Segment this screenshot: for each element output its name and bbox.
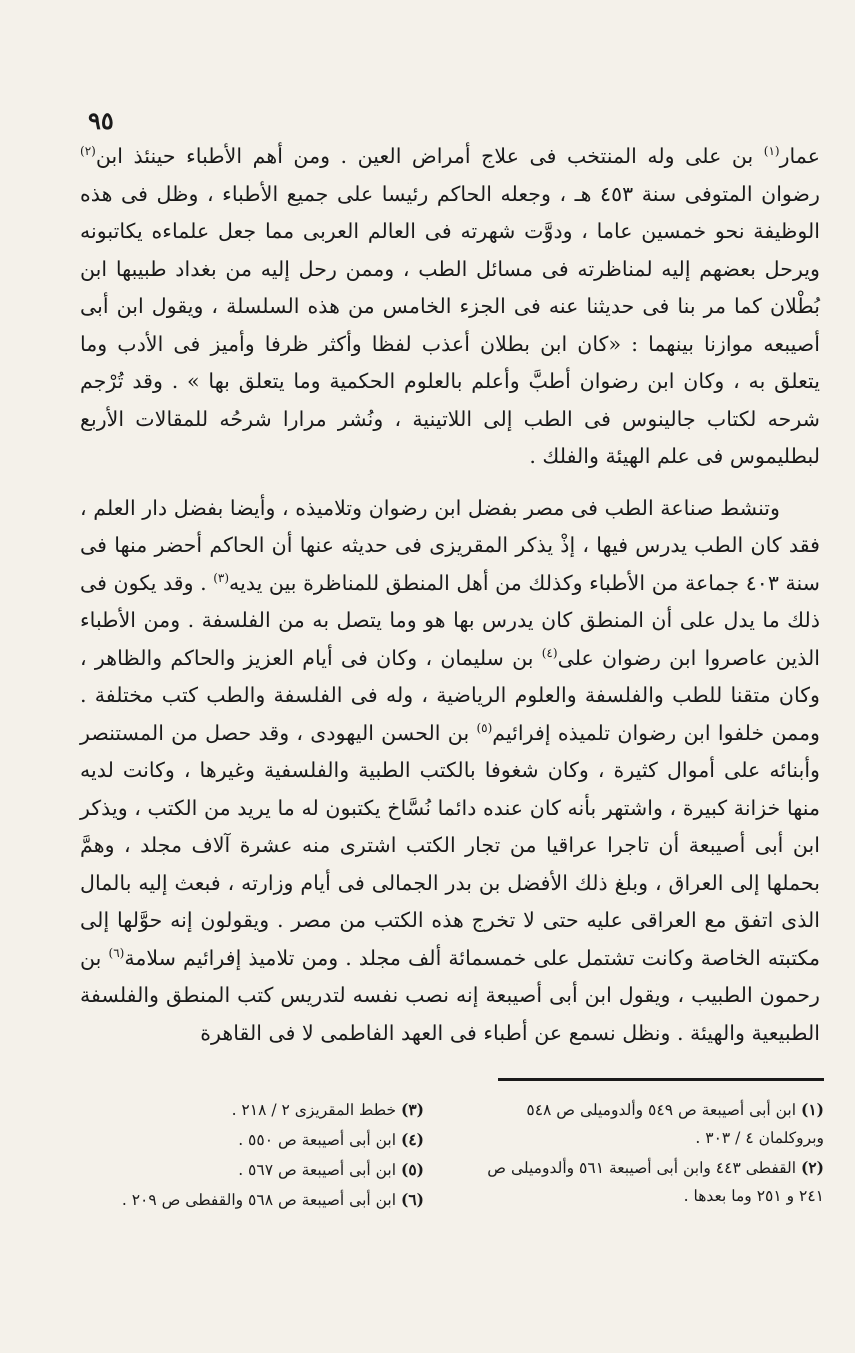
text-run: بن سليمان ، وكان فى أيام العزيز والحاكم والظاهر ، وكان متقنا للطب والفلسفة والعلوم الرياضية ، وله فى الفلسفة والطب كتب مختلفة . وممن خلفوا ابن رضوان تلميذه إفرائيم (80, 645, 821, 745)
footnote-ref-5: (٥) (476, 720, 493, 735)
footnote-1 (480, 1096, 824, 1152)
text-run: بن الحسن اليهودى ، وقد حصل من المستنصر وأبنائه على أموال كثيرة ، وكان شغوفا بالكتب الطبية والفلسفية وغيرها ، وكانت لديه منها خزانة كبيرة ، واشتهر بأنه كان عنده دائما نُسَّاخ يكتبون له ما يريد من الكتب ، ويذكر ابن أبى أصيبعة أن تاجرا عراقيا من تجار الكتب اشترى منه عشرة آلاف مجلد ، وهمَّ بحملها إلى العراق ، وبلغ ذلك الأفضل بن بدر الجمالى فى أيام وزارته ، فبعث إليه بالمال الذى اتفق مع العراقى عليه حتى لا تخرج هذه الكتب من مصر . ويقولون إنه حوَّلها إلى مكتبته الخاصة وكانت تشتمل على خمسمائة ألف مجلد . ومن تلاميذ إفرائيم سلامة (80, 720, 820, 970)
footnote-number: (٥) (400, 1160, 424, 1179)
body-text (80, 138, 820, 1052)
footnote-2 (480, 1154, 824, 1210)
footnote-text: خطط المقريزى ٢ / ٢١٨ . (231, 1101, 401, 1119)
text-run: رضوان المتوفى سنة ٤٥٣ هـ ، وجعله الحاكم رئيسا على جميع الأطباء ، وظل فى هذه الوظيفة نحو خمسين عاما ، ودوَّت شهرته فى العالم العربى مما جعل علماءه يكاتبونه ويرحل بعضهم إليه لمناظرته فى مسائل الطب ، وممن رحل إليه من بغداد طبيبها ابن بُطْلان كما مر بنا فى حديثنا عنه فى الجزء الخامس من هذه السلسلة ، ويقول ابن أبى أصيبعه موازنا بينهما : «كان ابن بطلان أعذب لفظا وأكثر ظرفا وأميز فى الأدب وما يتعلق به ، وكان ابن رضوان أطبَّ وأعلم بالعلوم الحكمية وما يتعلق بها » . وقد تُرْجم شرحه لكتاب جالينوس فى الطب إلى اللاتينية ، ونُشر مرارا شرحُه للمقالات الأربع لبطليموس فى علم الهيئة والفلك . (80, 181, 820, 468)
footnote-divider (498, 1078, 824, 1081)
paragraph-1 (80, 138, 820, 476)
text-run: . وقد يكون فى ذلك ما يدل على أن المنطق كان يدرس بها هو وما يتصل به من الفلسفة . ومن الأطباء الذين عاصروا ابن رضوان على (80, 570, 820, 670)
footnote-ref-4: (٤) (541, 645, 558, 660)
footnote-number: (٦) (400, 1190, 424, 1209)
text-run: وتنشط صناعة الطب فى مصر بفضل ابن رضوان وتلاميذه ، وأيضا بفضل دار العلم ، فقد كان الطب يدرس فيها ، إذْ يذكر المقريزى فى حديثه عنها أن الحاكم أحضر منها فى سنة ٤٠٣ جماعة من الأطباء وكذلك من أهل المنطق للمناظرة بين يديه (80, 495, 820, 595)
footnote-ref-1: (١) (763, 144, 780, 159)
footnote-ref-3: (٣) (213, 570, 230, 585)
footnote-ref-6: (٦) (108, 945, 125, 960)
footnote-4 (80, 1126, 424, 1154)
text-run: بن رحمون الطبيب ، ويقول ابن أبى أصيبعة إنه نصب نفسه لتدريس كتب المنطق والفلسفة الطبيعية والهيئة . ونظل نسمع عن أطباء فى العهد الفاطمى لا فى القاهرة (80, 945, 820, 1045)
footnote-text: ابن أبى أصيبعة ص ٥٦٨ والقفطى ص ٢٠٩ . (121, 1191, 401, 1209)
footnote-text: ابن أبى أصيبعة ص ٥٦٧ . (238, 1161, 401, 1179)
page-number: ٩٥ (88, 106, 114, 135)
text-run: عمار (779, 144, 820, 168)
footnote-number: (٣) (400, 1100, 424, 1119)
footnote-6 (80, 1186, 424, 1214)
text-run: بن على وله المنتخب فى علاج أمراض العين . ومن أهم الأطباء حينئذ ابن (95, 144, 764, 168)
footnote-text: القفطى ٤٤٣ وابن أبى أصيبعة ٥٦١ وألدوميلى ص ٢٤١ و ٢٥١ وما بعدها . (487, 1159, 824, 1205)
footnotes-right-column (480, 1096, 824, 1216)
footnote-number: (٢) (800, 1158, 824, 1177)
footnote-ref-2: (٢) (80, 144, 96, 159)
footnote-text: ابن أبى أصيبعة ص ٥٤٩ وألدوميلى ص ٥٤٨ وبروكلمان ٤ / ٣٠٣ . (526, 1101, 824, 1147)
footnote-5 (80, 1156, 424, 1184)
footnote-3 (80, 1096, 424, 1124)
footnotes (80, 1096, 824, 1216)
footnote-number: (٤) (400, 1130, 424, 1149)
paragraph-2 (80, 490, 820, 1053)
footnote-number: (١) (800, 1100, 824, 1119)
footnote-text: ابن أبى أصيبعة ص ٥٥٠ . (238, 1131, 401, 1149)
footnotes-left-column (80, 1096, 424, 1216)
